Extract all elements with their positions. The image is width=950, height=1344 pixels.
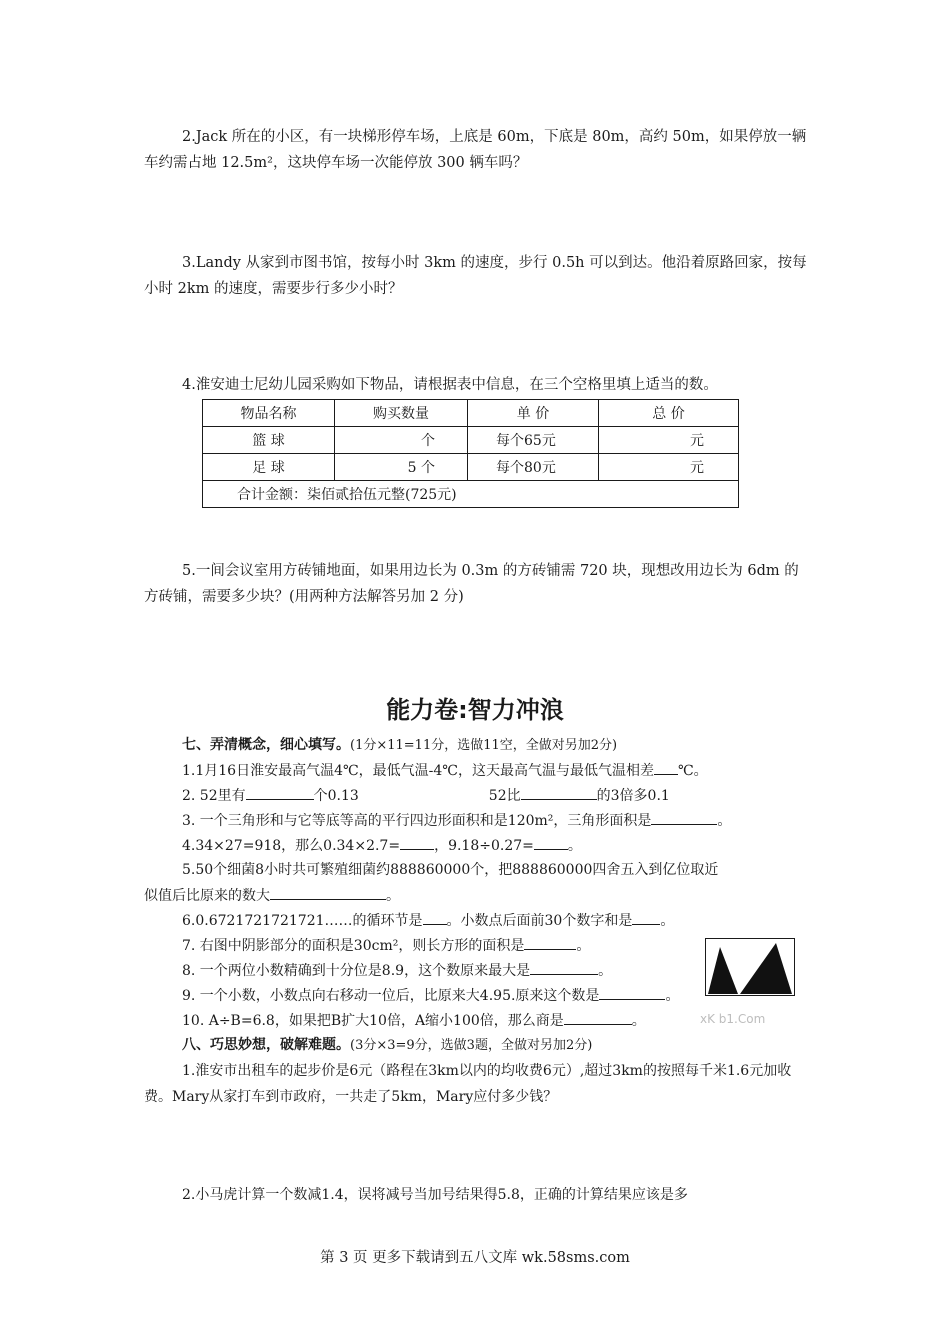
table-total-row	[203, 481, 739, 508]
total-cell: 合计金额：柒佰贰拾伍元整(725元)	[203, 481, 739, 508]
question-7-2: 2. 52里有 个0.13 52比 的3倍多0.1	[182, 783, 670, 808]
cell: 足 球	[203, 454, 335, 481]
question-7-1: 1.1月16日淮安最高气温4℃，最低气温-4℃，这天最高气温与最低气温相差 ℃。	[182, 758, 708, 783]
blank[interactable]	[400, 833, 434, 850]
question-7-4: 4.34×27=918，那么0.34×2.7= ，9.18÷0.27= 。	[182, 833, 582, 858]
section-7-title	[182, 733, 617, 758]
page-footer: 第 3 页 更多下载请到五八文库 wk.58sms.com	[320, 1250, 630, 1266]
blank[interactable]	[524, 933, 576, 950]
problem-3: 3.Landy 从家到市图书馆，按每小时 3km 的速度，步行 0.5h 可以到达。他沿着原路回家，按每小时 2km 的速度，需要步行多少小时？	[144, 255, 807, 297]
header-item: 物品名称	[203, 400, 335, 427]
problem-4: 4.淮安迪士尼幼儿园采购如下物品，请根据表中信息，在三个空格里填上适当的数。	[182, 377, 718, 393]
blank[interactable]	[534, 833, 568, 850]
blank[interactable]	[632, 908, 660, 925]
section-8-title	[182, 1033, 592, 1058]
question-7-5: 5.50个细菌8小时共可繁殖细菌约888860000个，把888860000四舍五入到亿位取近	[182, 862, 719, 878]
header-unit-price: 单 价	[468, 400, 599, 427]
blank[interactable]	[564, 1008, 632, 1025]
blank[interactable]	[599, 983, 665, 1000]
triangles-icon	[706, 939, 794, 995]
watermark: xK b1.Com	[700, 1012, 766, 1026]
purchase-table	[202, 399, 739, 508]
section-7-label: 七、弄清概念，细心填写。	[182, 737, 350, 753]
section-heading: 能力卷:智力冲浪	[386, 696, 564, 724]
cell: 篮 球	[203, 427, 335, 454]
cell: 5 个	[335, 454, 468, 481]
cell: 每个65元	[468, 427, 599, 454]
question-8-2: 2.小马虎计算一个数减1.4，误将减号当加号结果得5.8，正确的计算结果应该是多	[182, 1187, 688, 1203]
blank[interactable]	[423, 908, 447, 925]
blank[interactable]	[521, 783, 597, 800]
cell: 元	[599, 427, 739, 454]
cell: 元	[599, 454, 739, 481]
question-7-10: 10. A÷B=6.8，如果把B扩大10倍，A缩小100倍，那么商是 。	[182, 1008, 646, 1033]
table-header-row	[203, 400, 739, 427]
blank[interactable]	[651, 808, 717, 825]
problem-5: 5.一间会议室用方砖铺地面，如果用边长为 0.3m 的方砖铺需 720 块，现想改用边长为 6dm 的方砖铺，需要多少块？(用两种方法解答另加 2 分)	[144, 563, 799, 605]
blank[interactable]	[654, 758, 678, 775]
section-8-label: 八、巧思妙想，破解难题。	[182, 1037, 350, 1053]
question-7-3: 3. 一个三角形和与它等底等高的平行四边形面积和是120m²，三角形面积是 。	[182, 808, 731, 833]
blank[interactable]	[270, 883, 386, 900]
question-7-5-cont: 似值后比原来的数大 。	[144, 883, 400, 908]
header-total-price: 总 价	[599, 400, 739, 427]
question-7-6: 6.0.6721721721721……的循环节是 。小数点后面前30个数字和是 。	[182, 908, 674, 933]
section-7-note: (1分×11=11分，选做11空，全做对另加2分)	[350, 738, 618, 753]
blank[interactable]	[246, 783, 314, 800]
question-7-8: 8. 一个两位小数精确到十分位是8.9，这个数原来最大是 。	[182, 958, 612, 983]
section-8-note: (3分×3=9分，选做3题，全做对另加2分)	[350, 1038, 593, 1053]
table-row	[203, 427, 739, 454]
question-7-7: 7. 右图中阴影部分的面积是30cm²，则长方形的面积是 。	[182, 933, 590, 958]
shaded-triangles-figure	[705, 938, 795, 996]
table-row	[203, 454, 739, 481]
cell: 个	[335, 427, 468, 454]
question-8-1: 1.淮安市出租车的起步价是6元（路程在3km以内的均收费6元）,超过3km的按照每千米1.6元加收费。Mary从家打车到市政府，一共走了5km，Mary应付多少钱？	[144, 1063, 792, 1105]
blank[interactable]	[530, 958, 598, 975]
problem-2: 2.Jack 所在的小区，有一块梯形停车场，上底是 60m，下底是 80m，高约 50m，如果停放一辆车约需占地 12.5m²，这块停车场一次能停放 300 辆车吗？	[144, 129, 807, 171]
cell: 每个80元	[468, 454, 599, 481]
header-quantity: 购买数量	[335, 400, 468, 427]
question-7-9: 9. 一个小数，小数点向右移动一位后，比原来大4.95.原来这个数是 。	[182, 983, 679, 1008]
